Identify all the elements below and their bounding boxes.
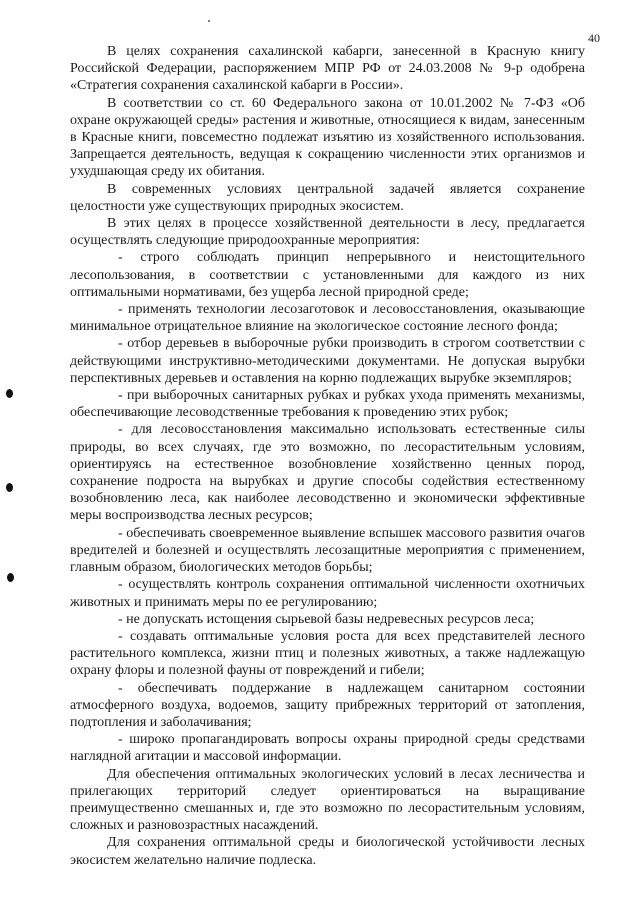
measure-item: - применять технологии лесозаготовок и лесовосстановления, оказывающие минимальное отрицательное влияние на экологическое состояние лесного фонда; <box>70 302 585 335</box>
paragraph: В целях сохранения сахалинской кабарги, занесенной в Красную книгу Российской Федерации, распоряжением МПР РФ от 24.03.2008 № 9-р одобрена «Стратегия сохранения сахалинской кабарги в России». <box>70 44 585 94</box>
measure-item: - обеспечивать своевременное выявление вспышек массового развития очагов вредителей и болезней и осуществлять лесозащитные мероприятия с применением, главным образом, биологических методов борьбы; <box>70 525 585 576</box>
binder-hole-mark <box>6 483 13 492</box>
paragraph: Для сохранения оптимальной среды и биологической устойчивости лесных экосистем желательно наличие подлеска. <box>70 835 585 868</box>
paragraph: В соответствии со ст. 60 Федерального закона от 10.01.2002 № 7-ФЗ «Об охране окружающей среды» растения и животные, относящиеся к видам, занесенным в Красные книги, повсеместно подлежат изъятию из хозяйственного использования. Запрещается деятельность, ведущая к сокращению численности этих организмов и ухудшающая среду их обитания. <box>70 95 585 180</box>
scan-speck <box>208 20 210 22</box>
paragraph: В современных условиях центральной задачей является сохранение целостности уже существующих природных экосистем. <box>70 181 585 214</box>
measure-item: - отбор деревьев в выборочные рубки производить в строгом соответствии с действующими инструктивно-методическими документами. Не допуская вырубки перспективных деревьев и оставления на корню подлежащих вырубке экземпляров; <box>70 336 585 386</box>
measure-item: - для лесовосстановления максимально использовать естественные силы природы, во всех случаях, где это возможно, по лесорастительным условиям, ориентируясь на естественное возобновление хозяйственно ценных пород, сохранение подроста на вырубках и другие способы содействия естественному возобновлению леса, как наиболее лесоводственно и экономически эффективные меры воспроизводства лесных ресурсов; <box>70 422 585 524</box>
binder-hole-mark <box>6 389 13 398</box>
paragraph: Для обеспечения оптимальных экологических условий в лесах лесничества и прилегающих территорий следует ориентироваться на выращивание преимущественно смешанных и, где это возможно по лесорастительным условиям, сложных и разновозрастных насаждений. <box>70 766 585 834</box>
page-number: 40 <box>588 31 600 45</box>
measure-item: - строго соблюдать принцип непрерывного и неистощительного лесопользования, в соответствии с установленными для каждого из них оптимальными нормативами, без ущерба лесной природной среде; <box>70 250 585 300</box>
document-body <box>70 43 585 869</box>
binder-hole-mark <box>7 573 14 582</box>
measure-item: - создавать оптимальные условия роста для всех представителей лесного растительного комплекса, жизни птиц и полезных животных, а также надлежащую охрану флоры и полезной фауны от повреждений и гибели; <box>70 628 585 679</box>
measure-item: - широко пропагандировать вопросы охраны природной среды средствами наглядной агитации и массовой информации. <box>70 732 585 765</box>
measure-item: - обеспечивать поддержание в надлежащем санитарном состоянии атмосферного воздуха, водоемов, защиту прибрежных территорий от затопления, подтопления и заболачивания; <box>70 680 585 730</box>
measure-item: - при выборочных санитарных рубках и рубках ухода применять механизмы, обеспечивающие лесоводственные требования к проведению этих рубок; <box>70 388 585 421</box>
measure-item: - осуществлять контроль сохранения оптимальной численности охотничьих животных и принимать меры по ее регулированию; <box>70 577 585 610</box>
measure-item: - не допускать истощения сырьевой базы недревесных ресурсов леса; <box>118 611 535 627</box>
paragraph: В этих целях в процессе хозяйственной деятельности в лесу, предлагается осуществлять следующие природоохранные мероприятия: <box>70 216 585 249</box>
